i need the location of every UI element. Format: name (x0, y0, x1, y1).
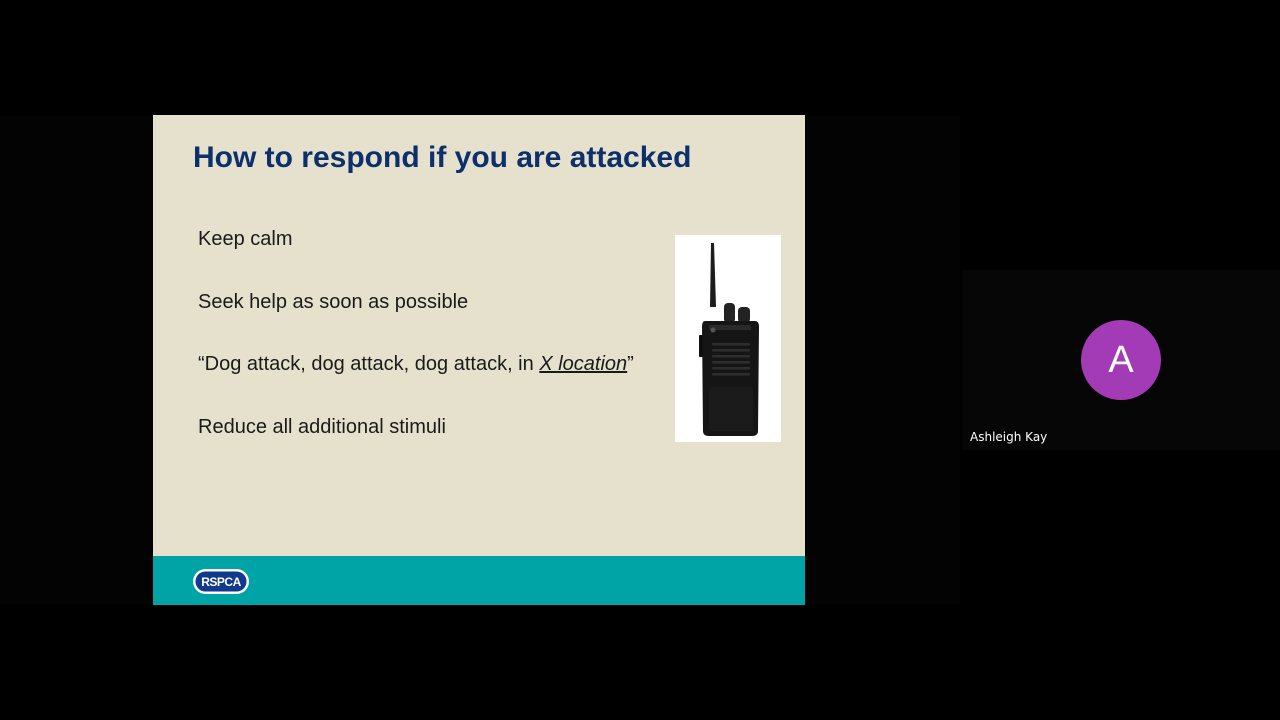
rspca-logo-text: RSPCA (201, 575, 241, 589)
participant-video-tile[interactable] (962, 270, 1280, 450)
two-way-radio-icon (675, 235, 781, 442)
slide-title: How to respond if you are attacked (193, 141, 692, 174)
participant-avatar: A (1081, 320, 1161, 400)
radio-call-open: “Dog attack, dog attack, dog attack, in (198, 353, 540, 375)
slide-bullet-list (198, 227, 634, 477)
participant-name-label: Ashleigh Kay (970, 430, 1048, 444)
rspca-logo (192, 568, 250, 595)
slide-footer-bar (153, 556, 805, 605)
bullet-seek-help: Seek help as soon as possible (198, 290, 469, 313)
bullet-radio-call (198, 352, 634, 415)
bullet-keep-calm: Keep calm (198, 228, 293, 250)
radio-call-location: X location (539, 353, 628, 375)
two-way-radio-image (675, 235, 781, 442)
presentation-slide (153, 115, 805, 605)
radio-call-close: ” (627, 353, 634, 375)
bullet-reduce-stimuli: Reduce all additional stimuli (198, 415, 446, 438)
